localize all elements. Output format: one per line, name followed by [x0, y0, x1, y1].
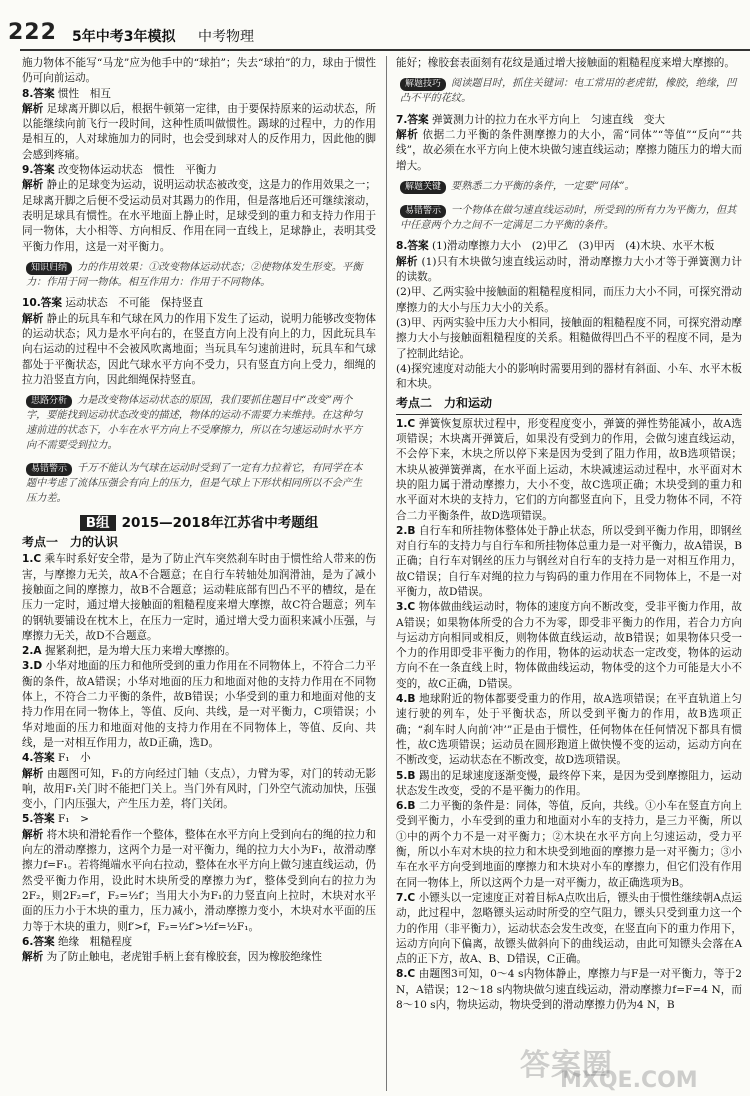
answer-paragraph: [22, 163, 376, 178]
answer-text: (3)甲、丙两实验中压力大小相同，接触面的粗糙程度不同，可探究滑动摩擦力大小与接触面粗糙程度的关系。粗糙做得凹凸不平的程度不同，是为了控制此结论。: [396, 316, 742, 360]
answer-text: 踢出的足球速度逐渐变慢，最终停下来，是因为受到摩擦阻力，运动状态发生改变，受的不是平衡力的作用。: [396, 769, 742, 797]
answer-paragraph: [22, 644, 376, 659]
answer-paragraph: [396, 285, 742, 316]
left-column: [22, 56, 376, 965]
answer-paragraph: [22, 102, 376, 163]
topic-heading: 考点一 力的认识: [22, 535, 119, 550]
tip-tag: 知识归纳: [26, 262, 72, 275]
answer-paragraph: [22, 828, 376, 935]
subject-label: 中考物理: [198, 29, 254, 45]
tip-tag: 易错警示: [400, 205, 446, 218]
answer-text: 由题图可知，F₁的方向经过门轴（支点），力臂为零，对门的转动无影响，故用F₁关门时不能把门关上。当门外有风时，门外空气流动加快，压强变小，门内压强大，产生压力差，将门关闭。: [22, 767, 376, 811]
answer-text: 绝缘 粗糙程度: [57, 935, 133, 948]
answer-text: 自行车和所挂物体整体处于静止状态，所以受到平衡力作用，即钢丝对自行车的支持力与自行车和所挂物体总重力是一对平衡力，故A错误，B正确；自行车对钢丝的压力与钢丝对自行车的支持力是一对相互作用力，故C错误；自行车对绳的拉力与钩码的重力作用在不同物体上，不是一对平衡力，故D错误。: [396, 524, 742, 598]
answer-text: 地球附近的物体都要受重力的作用，故A选项错误；在平直轨道上匀速行驶的列车，处于平衡状态，所以受到平衡力的作用，故B选项正确；“刹车时人向前‘冲’”正是由于惯性，任何物体在任何情况下都具有惯性，故C选项错误；运动员在圆形跑道上做快慢不变的运动，运动方向在不断改变，运动状态在不断改变，故D选项错误。: [396, 693, 742, 767]
tip-text: 力是改变物体运动状态的原因，我们要抓住题目中“改变”两个字，要能找到运动状态改变的描述，物体的运动不需要力来维持。在这种匀速前进的状态下，小车在水平方向上不受摩擦力，所以在匀速运动时水平方向不需要受到拉力。: [26, 395, 363, 451]
answer-lead: 7.答案: [396, 113, 429, 126]
answer-lead: 5.B: [396, 769, 416, 782]
answer-lead: 4.B: [396, 693, 416, 706]
page-number: 222: [8, 20, 57, 45]
tip-note: [22, 459, 376, 509]
answer-paragraph: [396, 799, 742, 891]
tip-note: [396, 177, 742, 198]
answer-lead: 解析: [22, 102, 44, 115]
tip-tag: 解题关键: [400, 181, 446, 194]
answer-paragraph: [22, 950, 376, 965]
watermark-logo: 答案圈: [520, 1048, 613, 1083]
answer-lead: 解析: [22, 951, 44, 964]
answer-paragraph: [396, 316, 742, 362]
answer-paragraph: [396, 128, 742, 174]
book-title: 5年中考3年模拟: [72, 29, 176, 45]
answer-paragraph: [22, 87, 376, 102]
answer-lead: 解析: [22, 312, 44, 325]
answer-lead: 解析: [22, 828, 44, 841]
section-badge: B组: [80, 515, 116, 531]
answer-paragraph: [396, 600, 742, 692]
answer-text: 足球离开脚以后，根据牛顿第一定律，由于要保持原来的运动状态，所以能继续向前飞行一段时间，这种性质叫做惯性。踢球的过程中，力的作用是相互的，人对球施加力的同时，也会受到球对人的反作用力，因此他的脚会感到疼痛。: [22, 102, 376, 161]
answer-paragraph: [396, 692, 742, 768]
answer-lead: 8.答案: [22, 87, 55, 100]
section-heading: [22, 516, 376, 531]
answer-text: (1)滑动摩擦力大小 (2)甲乙 (3)甲丙 (4)木块、水平木板: [431, 240, 715, 253]
page-header: [0, 0, 750, 52]
watermark-url: MXQE.COM: [560, 1068, 698, 1093]
right-column: [396, 56, 742, 1013]
answer-lead: 8.C: [396, 968, 416, 981]
answer-text: 依据二力平衡的条件测摩擦力的大小，需“同体”“等值”“反向”“共线”，故必须在水平方向上使木块做匀速直线运动；摩擦力随压力的增大而增大。: [396, 129, 743, 172]
answer-text: 物体做曲线运动时，物体的速度方向不断改变，受非平衡力作用，故A错误；如果物体所受的合力不为零，即受非平衡力的作用，若合力方向与运动方向相同或相反，则物体做直线运动，故B错误；如果物体只受一个力的作用即受非平衡力的作用，物体的运动状态一定改变，物体的运动方向不在一条直线上时，物体做曲线运动，物体受的这个力可能是大小不变的，故C正确，D错误。: [396, 601, 742, 690]
answer-text: (1)只有木块做匀速直线运动时，滑动摩擦力大小才等于弹簧测力计的读数。: [396, 255, 742, 284]
tip-tag: 解题技巧: [400, 78, 446, 91]
answer-paragraph: [22, 552, 376, 644]
answer-lead: 2.B: [396, 524, 416, 537]
answer-text: 弹簧恢复原状过程中，形变程度变小，弹簧的弹性势能减小，故A选项错误；木块离开弹簧后，如果没有受到力的作用，会做匀速直线运动，不会停下来，木块之所以停下来是因为受到了阻力作用，故B选项错误；木块从被弹簧弹离，在水平面上运动，木块减速运动过程中，水平面对木块的阻力属于滑动摩擦力，大小不变，故C选项正确；木块受到的重力和水平面对木块的支持力，它们的方向都竖直向下，且受力物体不同，不符合二力平衡条件，故D选项错误。: [396, 417, 742, 522]
answer-text: 运动状态 不可能 保持竖直: [65, 297, 204, 310]
topic-heading: 考点二 力和运动: [396, 396, 742, 414]
answer-lead: 8.答案: [396, 240, 429, 253]
answer-text: 二力平衡的条件是：同体，等值，反向，共线。①小车在竖直方向上受到平衡力，小车受到的重力和地面对小车的支持力，是三力平衡，所以①中的两个力不是一对平衡力；②木块在水平方向上匀速运动，受力平衡，所以小车对木块的拉力和木块受到地面的摩擦力是一对平衡力；③小车在水平方向受到地面的摩擦力和木块对小车的摩擦力，但它们没有作用在同一物体上，所以这两个力是一对平衡力，故正确选项为B。: [396, 800, 742, 889]
tip-text: 一个物体在做匀速直线运动时，所受到的所有力为平衡力，但其中任意两个力之间不一定满足二力平衡的条件。: [400, 204, 737, 231]
section-title: 2015—2018年江苏省中考题组: [121, 514, 319, 531]
answer-lead: 4.答案: [22, 752, 55, 765]
answer-lead: 3.D: [22, 660, 43, 673]
answer-text: F₁ >: [57, 813, 90, 826]
answer-paragraph: [396, 891, 742, 967]
tip-text: 千万不能认为气球在运动时受到了一定有力拉着它，有同学在本题中考虑了流体压强会有向上的压力，但是气球上下形状相同所以不会产生压力差。: [26, 463, 363, 505]
answer-text: (2)甲、乙两实验中接触面的粗糙程度相同，而压力大小不同，可探究滑动摩擦力的大小与压力大小的关系。: [396, 286, 742, 314]
answer-text: 惯性 相互: [57, 87, 111, 100]
tip-text: 要熟悉二力平衡的条件，一定要“同体”。: [451, 181, 635, 193]
answer-lead: 1.C: [22, 553, 42, 566]
answer-paragraph: [396, 417, 742, 524]
answer-paragraph: [22, 751, 376, 766]
answer-text: 将木块和滑轮看作一个整体，整体在水平方向上受到向右的绳的拉力和向左的滑动摩擦力，这两个力是一对平衡力，绳的拉力大小为F₁，故滑动摩擦力f=F₁。若将绳端水平向右拉动，整体在水平方向上做匀速直线运动，仍然受平衡力作用，设此时木块所受的摩擦力为f′，整体受到向右的拉力为2F₂，则2F₂=f′，F₂=½f′；当用大小为F₁的力竖直向上拉时，木块对水平面的压力小于木块的重力，压力减小，滑动摩擦力变小，木块对水平面的压力等于木块的重力，则f′>f，F₂=½f′>½f=½F₁。: [22, 828, 376, 933]
answer-paragraph: [396, 239, 742, 254]
answer-lead: 7.C: [396, 891, 416, 904]
tip-tag: 易错警示: [26, 463, 72, 476]
answer-lead: 解析: [396, 129, 419, 142]
answer-lead: 解析: [22, 179, 44, 192]
answer-lead: 5.答案: [22, 813, 55, 826]
header-rule: [20, 49, 750, 51]
answer-text: (4)探究速度对动能大小的影响时需要用到的器材有斜面、小车、水平木板和木块。: [396, 362, 742, 391]
answer-paragraph: [396, 967, 742, 1013]
answer-paragraph: [22, 178, 376, 254]
tip-note: [22, 258, 376, 294]
answer-lead: 6.B: [396, 800, 416, 813]
answer-lead: 6.答案: [22, 935, 55, 948]
answer-text: 施力物体不能写“马龙”应为他手中的“球拍”；失去“球拍”的力，球由于惯性仍可向前运动。: [22, 57, 376, 85]
answer-text: 为了防止触电，老虎钳手柄上套有橡胶套，因为橡胶绝缘性: [46, 951, 322, 964]
answer-paragraph: [396, 255, 742, 286]
answer-lead: 解析: [22, 767, 44, 780]
answer-paragraph: [22, 296, 376, 311]
answer-paragraph: [396, 524, 742, 600]
column-divider: [386, 56, 387, 1091]
answer-lead: 1.C: [396, 417, 416, 430]
answer-text: 握紧刹把，是为增大压力来增大摩擦的。: [44, 645, 236, 658]
answer-text: 能好；橡胶套表面刻有花纹是通过增大接触面的粗糙程度来增大摩擦的。: [396, 57, 735, 69]
answer-lead: 解析: [396, 255, 418, 268]
answer-paragraph: [22, 767, 376, 813]
answer-text: 静止的足球变为运动，说明运动状态被改变，这是力的作用效果之一；足球离开脚之后便不受运动员对其踢力的作用，但是落地后还可继续滚动，表明足球具有惯性。在水平地面上静止时，足球受到的重力和支持力作用于同一物体，大小相等、方向相反、作用在同一直线上，足球静止，表明其受平衡力作用，这是一对平衡力。: [22, 179, 376, 253]
tip-text: 力的作用效果：①改变物体运动状态；②使物体发生形变。平衡力：作用于同一物体。相互作用力：作用于不同物体。: [26, 261, 363, 288]
answer-text: 由题图3可知，0～4 s内物体静止，摩擦力与F是一对平衡力，等于2 N，A错误；12～18 s内物块做匀速直线运动，滑动摩擦力f=F=4 N，而8～10 s内，物块运动，物块受到的滑动摩擦力仍为4 N，B: [396, 968, 742, 1012]
answer-paragraph: [396, 56, 742, 71]
tip-tag: 思路分析: [26, 395, 72, 408]
answer-lead: 3.C: [396, 601, 416, 614]
answer-paragraph: [22, 56, 376, 87]
answer-paragraph: [396, 769, 742, 800]
answer-text: 改变物体运动状态 惯性 平衡力: [57, 164, 217, 177]
tip-text: 阅读题目时，抓住关键词：电工常用的老虎钳，橡胶，绝缘，凹凸不平的花纹。: [400, 78, 737, 105]
answer-text: 小镖头以一定速度正对着目标A点吹出后，镖头由于惯性继续朝A点运动，此过程中，忽略镖头运动时所受的空气阻力，镖头只受到重力这一个力的作用（非平衡力），运动状态会发生改变，在竖直向下的重力作用下，运动方向向下偏离，故镖头做斜向下的曲线运动，由此可知镖头会落在A点的正下方，故A、B、D错误，C正确。: [396, 891, 742, 966]
answer-paragraph: [22, 312, 376, 388]
tip-note: [396, 74, 742, 110]
answer-paragraph: [22, 935, 376, 950]
answer-text: 乘车时系好安全带，是为了防止汽车突然刹车时由于惯性给人带来的伤害，与摩擦力无关，故A不合题意；在自行车转轴处加润滑油，是为了减小接触面之间的摩擦力，故B不合题意；运动鞋底部有凹凸不平的槽纹，是在压力一定时，通过增大接触面的粗糙程度来增大摩擦，故C符合题意；列车的钢轨要铺设在枕木上，在压力一定时，通过增大受力面积来减小压强，与摩擦力无关，故D不合题意。: [22, 553, 376, 642]
answer-text: 静止的玩具车和气球在风力的作用下发生了运动，说明力能够改变物体的运动状态；风力是水平向右的，在竖直方向上没有向上的力，因此玩具车向右运动的过程中不会被风吹离地面；当玩具车匀速前进时，玩具车和气球都处于平衡状态，因此气球水平方向不受力，只有竖直方向上受力，细绳的拉力沿竖直方向，因此细绳保持竖直。: [22, 312, 376, 386]
answer-text: 小华对地面的压力和他所受到的重力作用在不同物体上，不符合二力平衡的条件，故A错误；小华对地面的压力和地面对他的支持力作用在不同物体上，不符合二力平衡的条件，故B错误；小华受到的重力和地面对他的支持力作用在同一物体上，等值、反向、共线，是一对平衡力，C项错误；小华对地面的压力和地面对他的支持力作用在不同物体上，等值、反向、共线，是一对相互作用力，故D正确，选D。: [22, 660, 376, 749]
answer-lead: 2.A: [22, 645, 42, 658]
tip-note: [396, 201, 742, 237]
answer-paragraph: [22, 812, 376, 827]
answer-text: 弹簧测力计的拉力在水平方向上 匀速直线 变大: [431, 113, 666, 126]
answer-lead: 10.答案: [22, 297, 62, 310]
answer-lead: 9.答案: [22, 164, 55, 177]
tip-note: [22, 391, 376, 456]
answer-paragraph: [22, 659, 376, 751]
answer-text: F₁ 小: [57, 752, 91, 765]
answer-paragraph: [396, 113, 742, 128]
answer-paragraph: [396, 362, 742, 393]
